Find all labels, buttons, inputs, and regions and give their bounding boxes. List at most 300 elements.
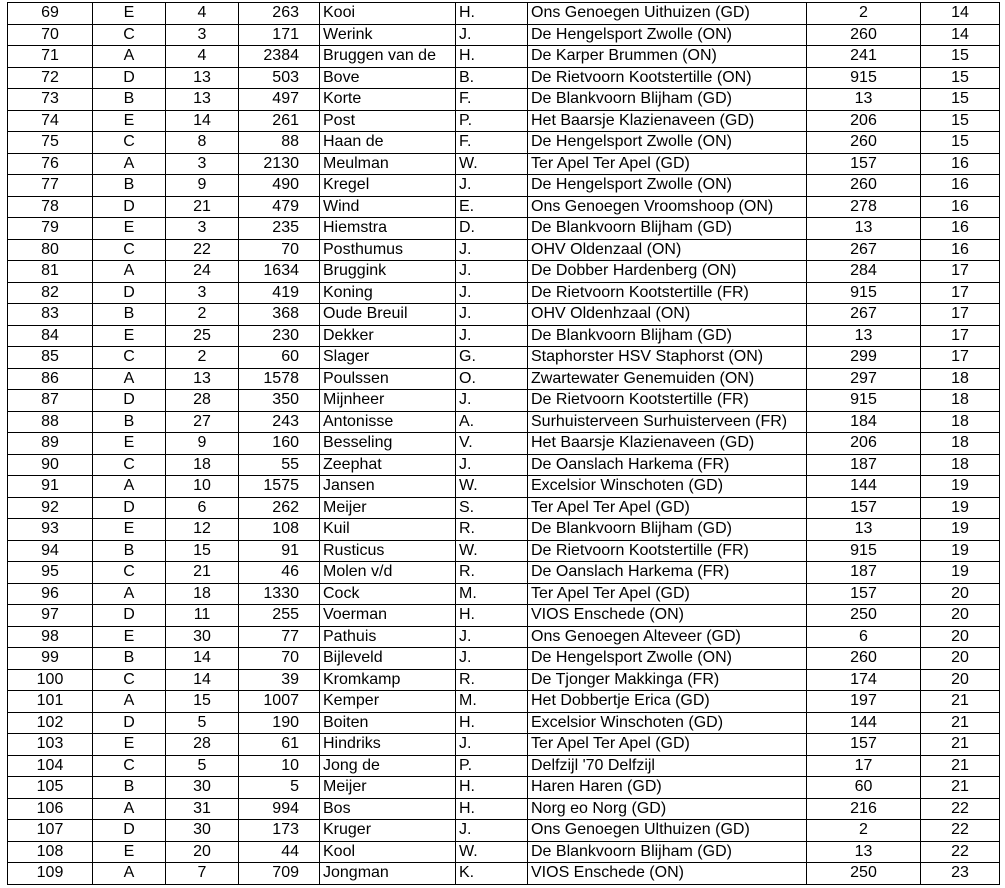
sector-cell: A (93, 368, 166, 390)
table-row (8, 605, 1000, 627)
club-number-cell: 278 (807, 196, 921, 218)
surname-cell: Kool (320, 841, 456, 863)
points-cell: 18 (921, 390, 1000, 412)
points-cell: 17 (921, 304, 1000, 326)
number-cell: 70 (239, 239, 320, 261)
sector-cell: B (93, 648, 166, 670)
points-cell: 17 (921, 347, 1000, 369)
initial-cell: W. (456, 153, 528, 175)
sector-cell: A (93, 798, 166, 820)
initial-cell: M. (456, 691, 528, 713)
club-cell: Ons Genoegen Uithuizen (GD) (528, 3, 807, 25)
sector-cell: A (93, 153, 166, 175)
initial-cell: H. (456, 798, 528, 820)
rank-cell: 109 (8, 863, 93, 885)
initial-cell: W. (456, 841, 528, 863)
place-cell: 14 (166, 648, 239, 670)
surname-cell: Jansen (320, 476, 456, 498)
rank-cell: 90 (8, 454, 93, 476)
place-cell: 9 (166, 433, 239, 455)
place-cell: 11 (166, 605, 239, 627)
place-cell: 21 (166, 196, 239, 218)
sector-cell: B (93, 777, 166, 799)
club-cell: De Blankvoorn Blijham (GD) (528, 218, 807, 240)
rank-cell: 96 (8, 583, 93, 605)
points-cell: 16 (921, 175, 1000, 197)
number-cell: 1007 (239, 691, 320, 713)
place-cell: 3 (166, 282, 239, 304)
points-cell: 21 (921, 777, 1000, 799)
place-cell: 18 (166, 583, 239, 605)
rank-cell: 88 (8, 411, 93, 433)
number-cell: 2130 (239, 153, 320, 175)
points-cell: 17 (921, 325, 1000, 347)
sector-cell: C (93, 347, 166, 369)
club-cell: De Oanslach Harkema (FR) (528, 562, 807, 584)
rank-cell: 84 (8, 325, 93, 347)
club-cell: De Rietvoorn Kootstertille (ON) (528, 67, 807, 89)
club-number-cell: 206 (807, 110, 921, 132)
place-cell: 15 (166, 540, 239, 562)
club-number-cell: 2 (807, 3, 921, 25)
initial-cell: J. (456, 820, 528, 842)
place-cell: 3 (166, 24, 239, 46)
club-cell: De Rietvoorn Kootstertille (FR) (528, 282, 807, 304)
table-row (8, 390, 1000, 412)
rank-cell: 94 (8, 540, 93, 562)
place-cell: 28 (166, 734, 239, 756)
club-number-cell: 299 (807, 347, 921, 369)
surname-cell: Wind (320, 196, 456, 218)
surname-cell: Bijleveld (320, 648, 456, 670)
initial-cell: H. (456, 46, 528, 68)
initial-cell: J. (456, 239, 528, 261)
table-row (8, 841, 1000, 863)
number-cell: 243 (239, 411, 320, 433)
number-cell: 171 (239, 24, 320, 46)
initial-cell: O. (456, 368, 528, 390)
place-cell: 13 (166, 67, 239, 89)
club-number-cell: 915 (807, 282, 921, 304)
initial-cell: J. (456, 734, 528, 756)
points-cell: 23 (921, 863, 1000, 885)
club-cell: Haren Haren (GD) (528, 777, 807, 799)
rank-cell: 101 (8, 691, 93, 713)
club-number-cell: 260 (807, 132, 921, 154)
surname-cell: Pathuis (320, 626, 456, 648)
rank-cell: 100 (8, 669, 93, 691)
surname-cell: Rusticus (320, 540, 456, 562)
rank-cell: 98 (8, 626, 93, 648)
rank-cell: 104 (8, 755, 93, 777)
club-number-cell: 915 (807, 540, 921, 562)
surname-cell: Werink (320, 24, 456, 46)
club-cell: Delfzijl '70 Delfzijl (528, 755, 807, 777)
place-cell: 22 (166, 239, 239, 261)
number-cell: 350 (239, 390, 320, 412)
club-cell: Zwartewater Genemuiden (ON) (528, 368, 807, 390)
points-cell: 18 (921, 454, 1000, 476)
surname-cell: Kemper (320, 691, 456, 713)
sector-cell: D (93, 712, 166, 734)
points-cell: 20 (921, 583, 1000, 605)
club-cell: De Hengelsport Zwolle (ON) (528, 132, 807, 154)
number-cell: 70 (239, 648, 320, 670)
place-cell: 5 (166, 755, 239, 777)
rank-cell: 73 (8, 89, 93, 111)
number-cell: 55 (239, 454, 320, 476)
points-cell: 19 (921, 540, 1000, 562)
surname-cell: Kregel (320, 175, 456, 197)
surname-cell: Oude Breuil (320, 304, 456, 326)
surname-cell: Posthumus (320, 239, 456, 261)
initial-cell: V. (456, 433, 528, 455)
number-cell: 368 (239, 304, 320, 326)
surname-cell: Dekker (320, 325, 456, 347)
club-number-cell: 144 (807, 712, 921, 734)
place-cell: 8 (166, 132, 239, 154)
rank-cell: 99 (8, 648, 93, 670)
number-cell: 160 (239, 433, 320, 455)
table-row (8, 669, 1000, 691)
table-row (8, 347, 1000, 369)
sector-cell: D (93, 67, 166, 89)
surname-cell: Bruggink (320, 261, 456, 283)
number-cell: 2384 (239, 46, 320, 68)
club-cell: De Tjonger Makkinga (FR) (528, 669, 807, 691)
table-row (8, 325, 1000, 347)
rank-cell: 108 (8, 841, 93, 863)
initial-cell: H. (456, 712, 528, 734)
club-cell: VIOS Enschede (ON) (528, 863, 807, 885)
surname-cell: Cock (320, 583, 456, 605)
club-number-cell: 267 (807, 239, 921, 261)
sector-cell: E (93, 519, 166, 541)
sector-cell: D (93, 282, 166, 304)
place-cell: 25 (166, 325, 239, 347)
table-row (8, 562, 1000, 584)
number-cell: 1575 (239, 476, 320, 498)
rank-cell: 93 (8, 519, 93, 541)
initial-cell: R. (456, 519, 528, 541)
club-cell: Ter Apel Ter Apel (GD) (528, 583, 807, 605)
initial-cell: J. (456, 261, 528, 283)
club-number-cell: 260 (807, 24, 921, 46)
place-cell: 24 (166, 261, 239, 283)
club-number-cell: 60 (807, 777, 921, 799)
initial-cell: A. (456, 411, 528, 433)
club-number-cell: 13 (807, 841, 921, 863)
rank-cell: 102 (8, 712, 93, 734)
club-cell: Excelsior Winschoten (GD) (528, 476, 807, 498)
club-cell: OHV Oldenzaal (ON) (528, 239, 807, 261)
points-cell: 15 (921, 110, 1000, 132)
initial-cell: J. (456, 175, 528, 197)
rank-cell: 77 (8, 175, 93, 197)
club-number-cell: 2 (807, 820, 921, 842)
place-cell: 21 (166, 562, 239, 584)
place-cell: 27 (166, 411, 239, 433)
place-cell: 2 (166, 304, 239, 326)
table-row (8, 24, 1000, 46)
sector-cell: C (93, 669, 166, 691)
club-cell: De Oanslach Harkema (FR) (528, 454, 807, 476)
surname-cell: Jongman (320, 863, 456, 885)
club-cell: Ter Apel Ter Apel (GD) (528, 153, 807, 175)
place-cell: 3 (166, 153, 239, 175)
initial-cell: J. (456, 390, 528, 412)
number-cell: 5 (239, 777, 320, 799)
sector-cell: C (93, 132, 166, 154)
sector-cell: A (93, 863, 166, 885)
table-row (8, 153, 1000, 175)
rank-cell: 82 (8, 282, 93, 304)
rank-cell: 79 (8, 218, 93, 240)
place-cell: 13 (166, 368, 239, 390)
sector-cell: C (93, 755, 166, 777)
surname-cell: Jong de (320, 755, 456, 777)
club-number-cell: 157 (807, 153, 921, 175)
surname-cell: Bos (320, 798, 456, 820)
points-cell: 22 (921, 841, 1000, 863)
place-cell: 14 (166, 110, 239, 132)
rank-cell: 85 (8, 347, 93, 369)
results-table (7, 2, 1000, 885)
place-cell: 6 (166, 497, 239, 519)
surname-cell: Molen v/d (320, 562, 456, 584)
number-cell: 262 (239, 497, 320, 519)
club-number-cell: 250 (807, 863, 921, 885)
club-cell: De Blankvoorn Blijham (GD) (528, 841, 807, 863)
table-row (8, 368, 1000, 390)
rank-cell: 72 (8, 67, 93, 89)
club-cell: De Rietvoorn Kootstertille (FR) (528, 540, 807, 562)
club-number-cell: 157 (807, 734, 921, 756)
initial-cell: W. (456, 476, 528, 498)
number-cell: 479 (239, 196, 320, 218)
rank-cell: 81 (8, 261, 93, 283)
sector-cell: D (93, 196, 166, 218)
rank-cell: 95 (8, 562, 93, 584)
number-cell: 190 (239, 712, 320, 734)
initial-cell: W. (456, 540, 528, 562)
place-cell: 9 (166, 175, 239, 197)
surname-cell: Kromkamp (320, 669, 456, 691)
club-number-cell: 187 (807, 454, 921, 476)
table-row (8, 261, 1000, 283)
sector-cell: C (93, 24, 166, 46)
sector-cell: E (93, 3, 166, 25)
club-cell: Ons Genoegen Alteveer (GD) (528, 626, 807, 648)
table-row (8, 411, 1000, 433)
number-cell: 261 (239, 110, 320, 132)
table-row (8, 540, 1000, 562)
club-cell: Ter Apel Ter Apel (GD) (528, 497, 807, 519)
number-cell: 263 (239, 3, 320, 25)
rank-cell: 89 (8, 433, 93, 455)
number-cell: 1330 (239, 583, 320, 605)
club-cell: De Blankvoorn Blijham (GD) (528, 89, 807, 111)
table-row (8, 175, 1000, 197)
place-cell: 30 (166, 626, 239, 648)
surname-cell: Bruggen van de (320, 46, 456, 68)
club-cell: Surhuisterveen Surhuisterveen (FR) (528, 411, 807, 433)
surname-cell: Kooi (320, 3, 456, 25)
sector-cell: E (93, 110, 166, 132)
initial-cell: G. (456, 347, 528, 369)
points-cell: 20 (921, 648, 1000, 670)
surname-cell: Post (320, 110, 456, 132)
table-row (8, 755, 1000, 777)
rank-cell: 80 (8, 239, 93, 261)
surname-cell: Koning (320, 282, 456, 304)
surname-cell: Zeephat (320, 454, 456, 476)
sector-cell: C (93, 562, 166, 584)
number-cell: 497 (239, 89, 320, 111)
place-cell: 13 (166, 89, 239, 111)
initial-cell: R. (456, 562, 528, 584)
club-number-cell: 250 (807, 605, 921, 627)
place-cell: 15 (166, 691, 239, 713)
number-cell: 77 (239, 626, 320, 648)
number-cell: 1634 (239, 261, 320, 283)
sector-cell: A (93, 261, 166, 283)
surname-cell: Bove (320, 67, 456, 89)
initial-cell: S. (456, 497, 528, 519)
table-row (8, 626, 1000, 648)
place-cell: 30 (166, 820, 239, 842)
club-number-cell: 174 (807, 669, 921, 691)
table-row (8, 433, 1000, 455)
table-row (8, 798, 1000, 820)
points-cell: 19 (921, 497, 1000, 519)
rank-cell: 106 (8, 798, 93, 820)
rank-cell: 97 (8, 605, 93, 627)
place-cell: 20 (166, 841, 239, 863)
club-cell: Het Baarsje Klazienaveen (GD) (528, 110, 807, 132)
rank-cell: 75 (8, 132, 93, 154)
table-row (8, 777, 1000, 799)
club-number-cell: 157 (807, 497, 921, 519)
place-cell: 30 (166, 777, 239, 799)
points-cell: 20 (921, 605, 1000, 627)
points-cell: 14 (921, 3, 1000, 25)
surname-cell: Boiten (320, 712, 456, 734)
club-number-cell: 13 (807, 325, 921, 347)
number-cell: 46 (239, 562, 320, 584)
club-number-cell: 13 (807, 218, 921, 240)
surname-cell: Poulssen (320, 368, 456, 390)
points-cell: 15 (921, 46, 1000, 68)
place-cell: 31 (166, 798, 239, 820)
club-cell: De Rietvoorn Kootstertille (FR) (528, 390, 807, 412)
place-cell: 3 (166, 218, 239, 240)
club-cell: Het Baarsje Klazienaveen (GD) (528, 433, 807, 455)
table-row (8, 89, 1000, 111)
initial-cell: M. (456, 583, 528, 605)
points-cell: 18 (921, 433, 1000, 455)
rank-cell: 91 (8, 476, 93, 498)
place-cell: 4 (166, 46, 239, 68)
sector-cell: E (93, 626, 166, 648)
surname-cell: Meijer (320, 777, 456, 799)
initial-cell: F. (456, 132, 528, 154)
club-number-cell: 915 (807, 390, 921, 412)
initial-cell: J. (456, 454, 528, 476)
table-row (8, 648, 1000, 670)
club-number-cell: 260 (807, 648, 921, 670)
table-row (8, 3, 1000, 25)
points-cell: 20 (921, 626, 1000, 648)
table-row (8, 497, 1000, 519)
points-cell: 21 (921, 712, 1000, 734)
club-cell: Ons Genoegen Ulthuizen (GD) (528, 820, 807, 842)
rank-cell: 74 (8, 110, 93, 132)
rank-cell: 76 (8, 153, 93, 175)
club-number-cell: 17 (807, 755, 921, 777)
rank-cell: 78 (8, 196, 93, 218)
club-cell: De Blankvoorn Blijham (GD) (528, 325, 807, 347)
sector-cell: E (93, 218, 166, 240)
place-cell: 12 (166, 519, 239, 541)
points-cell: 19 (921, 562, 1000, 584)
sector-cell: C (93, 239, 166, 261)
club-number-cell: 13 (807, 89, 921, 111)
sector-cell: C (93, 454, 166, 476)
initial-cell: J. (456, 648, 528, 670)
table-row (8, 132, 1000, 154)
club-cell: De Hengelsport Zwolle (ON) (528, 24, 807, 46)
surname-cell: Hindriks (320, 734, 456, 756)
points-cell: 16 (921, 239, 1000, 261)
initial-cell: J. (456, 325, 528, 347)
club-number-cell: 184 (807, 411, 921, 433)
number-cell: 39 (239, 669, 320, 691)
table-row (8, 282, 1000, 304)
number-cell: 419 (239, 282, 320, 304)
table-row (8, 820, 1000, 842)
number-cell: 173 (239, 820, 320, 842)
number-cell: 60 (239, 347, 320, 369)
points-cell: 16 (921, 153, 1000, 175)
club-number-cell: 144 (807, 476, 921, 498)
club-number-cell: 216 (807, 798, 921, 820)
club-number-cell: 915 (807, 67, 921, 89)
points-cell: 15 (921, 89, 1000, 111)
club-cell: Ons Genoegen Vroomshoop (ON) (528, 196, 807, 218)
sector-cell: E (93, 433, 166, 455)
table-row (8, 110, 1000, 132)
table-row (8, 67, 1000, 89)
club-number-cell: 13 (807, 519, 921, 541)
club-number-cell: 6 (807, 626, 921, 648)
sector-cell: A (93, 583, 166, 605)
table-row (8, 476, 1000, 498)
points-cell: 22 (921, 798, 1000, 820)
club-cell: Ter Apel Ter Apel (GD) (528, 734, 807, 756)
club-cell: Het Dobbertje Erica (GD) (528, 691, 807, 713)
number-cell: 61 (239, 734, 320, 756)
place-cell: 10 (166, 476, 239, 498)
table-row (8, 863, 1000, 885)
initial-cell: P. (456, 755, 528, 777)
initial-cell: E. (456, 196, 528, 218)
points-cell: 17 (921, 282, 1000, 304)
results-rows (8, 3, 1000, 885)
points-cell: 17 (921, 261, 1000, 283)
table-row (8, 734, 1000, 756)
sector-cell: B (93, 304, 166, 326)
